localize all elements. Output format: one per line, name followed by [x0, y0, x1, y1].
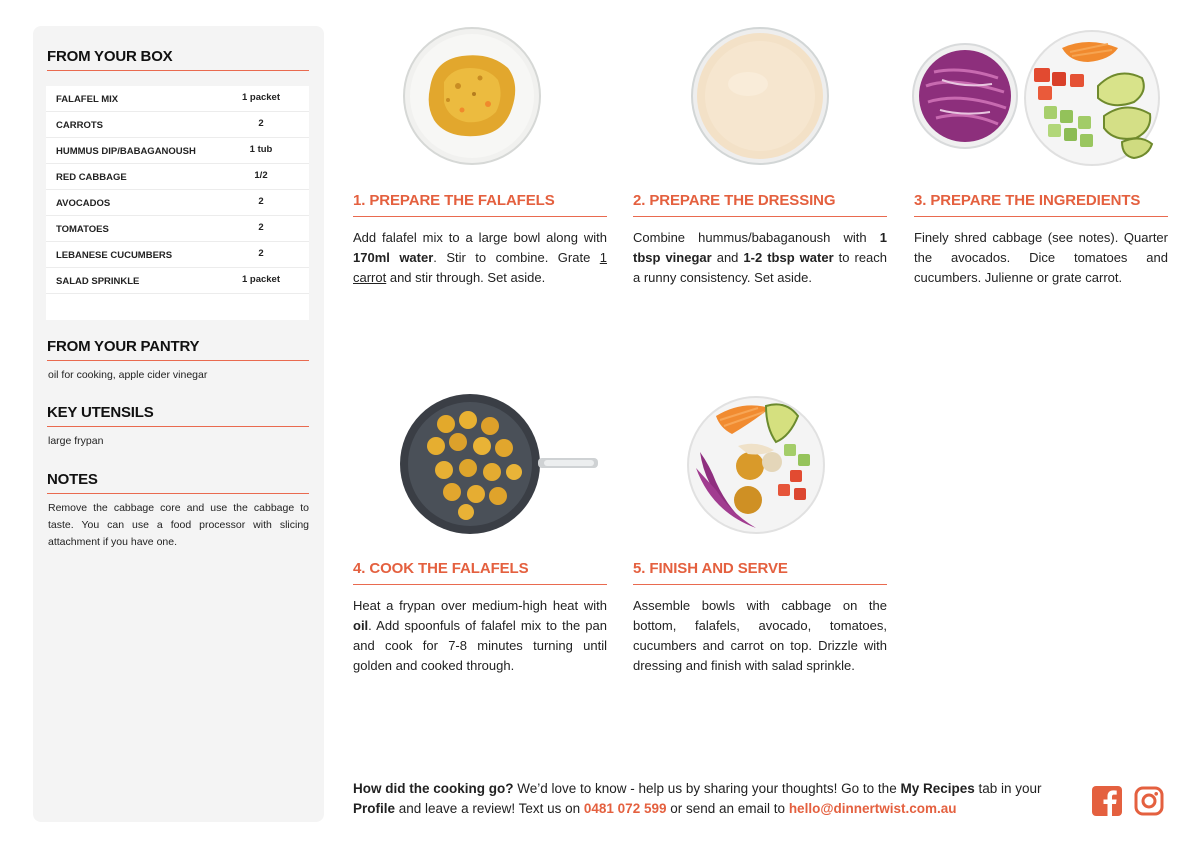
falafel-mix-bowl-image — [400, 26, 545, 168]
instagram-icon[interactable] — [1133, 785, 1165, 817]
step-2-rule — [633, 216, 887, 217]
ingredient-qty: 2 — [258, 248, 264, 259]
ingredient-row — [46, 216, 309, 242]
step-4-text: Heat a frypan over medium-high heat with oil. Add spoonfuls of falafel mix to the pan and cook for 7-8 minutes turning until golden and cooked through. — [353, 598, 607, 673]
phone-number[interactable]: 0481 072 599 — [583, 801, 667, 816]
step-1-title: 1. PREPARE THE FALAFELS — [353, 192, 555, 209]
ingredient-name: TOMATOES — [56, 224, 109, 235]
utensils-heading: KEY UTENSILS — [47, 404, 154, 421]
ingredient-qty: 1 tub — [249, 144, 273, 155]
ingredient-qty: 1 packet — [241, 92, 281, 103]
ingredient-row — [46, 86, 309, 112]
prepared-ingredients-image — [912, 26, 1162, 172]
ingredient-row — [46, 112, 309, 138]
utensils-heading-rule — [47, 426, 309, 427]
step-1-rule — [353, 216, 607, 217]
box-heading-rule — [47, 70, 309, 71]
pantry-heading-rule — [47, 360, 309, 361]
utensils-text: large frypan — [48, 435, 104, 447]
ingredient-name: LEBANESE CUCUMBERS — [56, 250, 173, 261]
step-2-text: Combine hummus/babaganoush with 1 tbsp vinegar and 1-2 tbsp water to reach a runny consistency. Set aside. — [633, 230, 888, 285]
ingredient-row — [46, 242, 309, 268]
ingredient-qty: 2 — [258, 222, 264, 233]
ingredient-name: HUMMUS DIP/BABAGANOUSH — [56, 146, 196, 157]
step-4-title: 4. COOK THE FALAFELS — [353, 560, 529, 577]
frypan-falafels-image — [400, 392, 605, 537]
step-1-text: Add falafel mix to a large bowl along with 170ml water. Stir to combine. Grate 1 carrot and stir through. Set aside. — [353, 230, 607, 285]
step-3-rule — [914, 216, 1168, 217]
ingredient-name: RED CABBAGE — [56, 172, 127, 183]
ingredient-name: CARROTS — [56, 120, 103, 131]
facebook-icon[interactable] — [1091, 785, 1123, 817]
step-4-rule — [353, 584, 607, 585]
ingredient-row — [46, 164, 309, 190]
ingredient-row — [46, 138, 309, 164]
ingredient-qty: 1/2 — [254, 170, 268, 181]
ingredient-name: SALAD SPRINKLE — [56, 276, 140, 287]
feedback-message: How did the cooking go? We’d love to know - help us by sharing your thoughts! Go to the My Recipes tab in your Profile and leave a review! Text us on 0481 072 599 or send an email to hello@dinnertwist.com.au — [353, 781, 1042, 816]
ingredient-name: FALAFEL MIX — [56, 94, 119, 105]
pantry-text: oil for cooking, apple cider vinegar — [48, 369, 208, 381]
ingredients-sidebar — [33, 26, 324, 822]
pantry-heading: FROM YOUR PANTRY — [47, 338, 200, 355]
ingredient-row — [46, 190, 309, 216]
step-2-title: 2. PREPARE THE DRESSING — [633, 192, 836, 209]
ingredient-name: AVOCADOS — [56, 198, 111, 209]
step-5-text: Assemble bowls with cabbage on the bottom, falafels, avocado, tomatoes, cucumbers and carrot on top. Drizzle with dressing and finish with salad sprinkle. — [633, 598, 887, 673]
ingredient-qty: 2 — [258, 196, 264, 207]
notes-text: Remove the cabbage core and use the cabbage to taste. You can use a food processor with slicing attachment if you have one. — [48, 502, 309, 548]
box-ingredients-table — [46, 86, 309, 320]
dressing-bowl-image — [688, 26, 833, 168]
step-5-title: 5. FINISH AND SERVE — [633, 560, 788, 577]
finished-bowl-image — [686, 394, 826, 536]
ingredient-qty: 1 packet — [241, 274, 281, 285]
step-3-text: Finely shred cabbage (see notes). Quarter the avocados. Dice tomatoes and cucumbers. Julienne or grate carrot. — [914, 230, 1168, 285]
email-link[interactable]: hello@dinnertwist.com.au — [788, 801, 957, 816]
box-heading: FROM YOUR BOX — [47, 48, 173, 65]
ingredient-qty: 2 — [258, 118, 264, 129]
step-5-rule — [633, 584, 887, 585]
notes-heading-rule — [47, 493, 309, 494]
notes-heading: NOTES — [47, 471, 98, 488]
step-3-title: 3. PREPARE THE INGREDIENTS — [914, 192, 1141, 209]
ingredient-row — [46, 268, 309, 294]
